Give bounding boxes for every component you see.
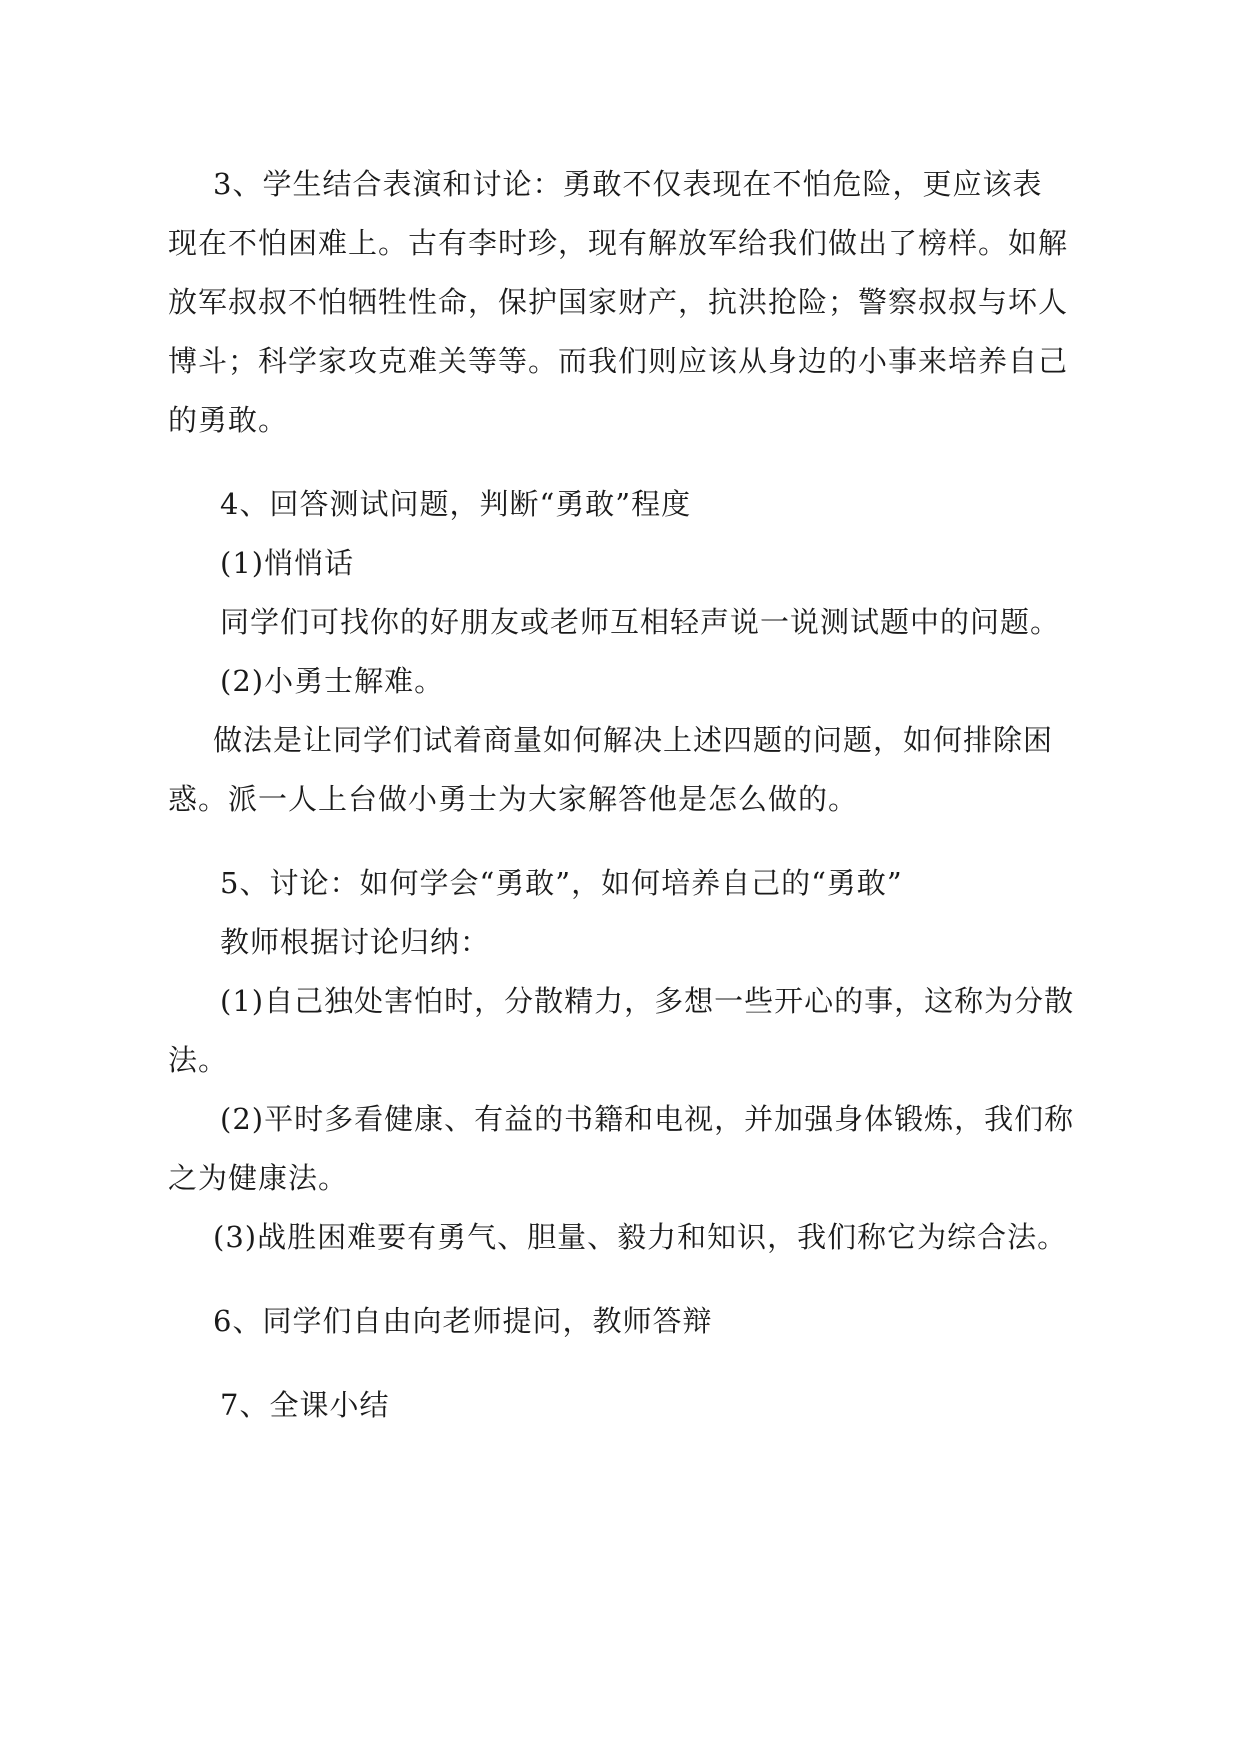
paragraph-line-text: 3、学生结合表演和讨论：勇敢不仅表现在不怕危险，更应该表 [213,167,1043,201]
paragraph-line-text: 同学们可找你的好朋友或老师互相轻声说一说测试题中的问题。 [220,605,1061,639]
section-heading-text: 5、讨论：如何学会“勇敢”，如何培养自己的“勇敢” [220,866,903,900]
paragraph-line-text: 教师根据讨论归纳： [220,925,491,959]
list-item-text: (2)平时多看健康、有益的书籍和电视，并加强身体锻炼，我们称 [220,1102,1075,1136]
paragraph-line-text: 的勇敢。 [168,403,289,437]
list-item-text: (1)悄悄话 [220,546,355,580]
section-heading-text: 6、同学们自由向老师提问，教师答辩 [213,1304,713,1338]
list-item-text: (2)小勇士解难。 [220,664,445,698]
paragraph-line-text: 做法是让同学们试着商量如何解决上述四题的问题，如何排除困 [213,723,1054,757]
section-heading-text: 4、回答测试问题，判断“勇敢”程度 [220,487,692,521]
paragraph-line-text: 之为健康法。 [168,1161,349,1195]
paragraph-line-text: 惑。派一人上台做小勇士为大家解答他是怎么做的。 [168,782,859,816]
paragraph-line-text: 现在不怕困难上。古有李时珍，现有解放军给我们做出了榜样。如解 [168,226,1069,260]
list-item-text: (3)战胜困难要有勇气、胆量、毅力和知识，我们称它为综合法。 [213,1220,1068,1254]
paragraph-line-text: 博斗；科学家攻克难关等等。而我们则应该从身边的小事来培养自己 [168,344,1069,378]
section-heading-text: 7、全课小结 [220,1388,390,1422]
paragraph-line-text: 放军叔叔不怕牺牲性命，保护国家财产，抗洪抢险；警察叔叔与坏人 [168,285,1069,319]
paragraph-line-text: 法。 [168,1043,229,1077]
list-item-text: (1)自己独处害怕时，分散精力，多想一些开心的事，这称为分散 [220,984,1075,1018]
